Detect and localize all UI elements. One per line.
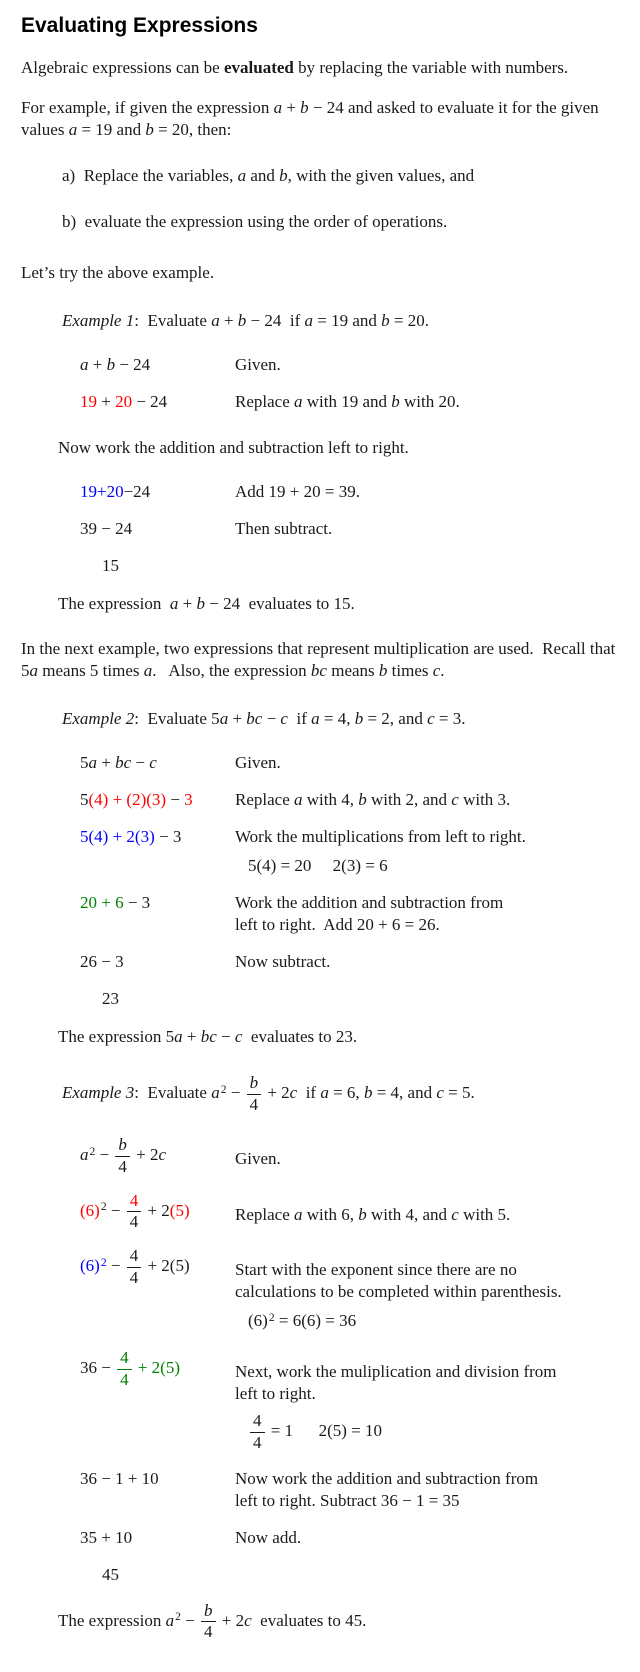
step-explanation	[235, 1468, 622, 1512]
explanation-text: Given.	[235, 355, 281, 374]
sub-calculation: $(6)^2 = 6(6) = 36$	[248, 1310, 357, 1331]
explanation-text: Work the addition and subtraction from left to right. Add 20 + 6 = 26.	[235, 893, 504, 934]
fraction: $\frac{b}{4}$	[247, 1074, 262, 1114]
example-1-conclusion: The expression a + b − 24 evaluates to 15.	[58, 594, 355, 613]
example-3-conclusion: The expression $a^2$ − $\frac{b}{4}$ + 2c evaluates to 45.	[58, 1600, 367, 1642]
explanation-text: Given.	[235, 1149, 281, 1169]
step-explanation	[235, 518, 622, 540]
math-expression: $a^2$ − $\frac{b}{4}$ + 2c	[80, 1135, 167, 1177]
math-expression: 19+20−24	[80, 482, 151, 501]
page-title: Evaluating Expressions	[21, 14, 258, 37]
math-expression: $(6)^2$ − $\frac{4}{4}$ + 2(5)	[80, 1246, 190, 1287]
step-explanation	[235, 789, 622, 811]
worked-step	[21, 481, 622, 503]
example-1-steps-continued	[21, 481, 622, 577]
math-expression: 36 − $\frac{4}{4}$ + 2(5)	[80, 1348, 181, 1389]
worked-step	[21, 826, 622, 877]
fraction: $\frac{4}{4}$	[127, 1192, 142, 1232]
fraction: $\frac{b}{4}$	[201, 1602, 216, 1642]
explanation-text: Add 19 + 20 = 39.	[235, 482, 360, 501]
math-expression: 39 − 24	[80, 519, 133, 538]
math-expression: 15	[102, 556, 119, 575]
example-3-heading: Example 3: Evaluate $a^2$ − $\frac{b}{4}$ + 2c if a = 6, b = 4, and c = 5.	[62, 1073, 475, 1114]
fraction: $\frac{4}{4}$	[250, 1412, 265, 1452]
worked-step	[21, 1468, 622, 1512]
math-expression: 26 − 3	[80, 952, 124, 971]
math-expression: a + b − 24	[80, 355, 151, 374]
math-expression: 20 + 6 − 3	[80, 893, 151, 912]
paragraph-evaluated: Algebraic expressions can be evaluated by replacing the variable with numbers.	[21, 58, 569, 77]
math-expression: 5(4) + 2(3) − 3	[80, 827, 182, 846]
worked-step	[21, 1136, 622, 1176]
worked-step	[21, 951, 622, 973]
list-item-b: b) evaluate the expression using the order of operations.	[62, 212, 448, 231]
explanation-text: Next, work the muliplication and division from left to right.	[235, 1362, 557, 1404]
step-explanation	[235, 752, 622, 774]
math-expression: 36 − 1 + 10	[80, 1468, 159, 1488]
list-item-a: a) Replace the variables, a and b, with the given values, and	[62, 166, 475, 185]
example-1-steps	[21, 354, 622, 413]
step-explanation	[235, 354, 622, 376]
explanation-text: Now subtract.	[235, 952, 331, 971]
worked-step	[21, 892, 622, 936]
example-3	[21, 1074, 622, 1642]
explanation-text: Then subtract.	[235, 519, 333, 538]
explanation-text: Replace a with 6, b with 4, and c with 5.	[235, 1204, 511, 1224]
step-explanation	[235, 1136, 622, 1170]
explanation-text: Replace a with 4, b with 2, and c with 3.	[235, 790, 511, 809]
math-expression: 35 + 10	[80, 1527, 133, 1547]
worked-step	[21, 354, 622, 376]
fraction: $\frac{4}{4}$	[117, 1349, 132, 1389]
math-expression: 5(4) + (2)(3) − 3	[80, 790, 193, 809]
step-explanation	[235, 951, 622, 973]
explanation-text: Given.	[235, 753, 281, 772]
explanation-text: Replace a with 19 and b with 20.	[235, 392, 460, 411]
explanation-text: Start with the exponent since there are no calculations to be completed within parenthesis.	[235, 1260, 562, 1302]
example-2-conclusion: The expression 5a + bc − c evaluates to 23.	[58, 1027, 358, 1046]
step-explanation	[235, 1247, 622, 1334]
explanation-text: Now work the addition and subtraction from left to right. Subtract 36 − 1 = 35	[235, 1468, 539, 1510]
example-2-heading: Example 2: Evaluate 5a + bc − c if a = 4, b = 2, and c = 3.	[62, 709, 466, 728]
sub-calculation: 5(4) = 20 2(3) = 6	[248, 856, 388, 875]
step-explanation	[235, 1192, 622, 1226]
step-explanation	[235, 391, 622, 413]
fraction: $\frac{b}{4}$	[115, 1136, 130, 1176]
example-2	[21, 708, 622, 1048]
explanation-text: Work the multiplications from left to right.	[235, 827, 526, 846]
worked-step	[21, 1192, 622, 1232]
math-expression: 5a + bc − c	[80, 753, 157, 772]
example-2-steps	[21, 752, 622, 1010]
fraction: $\frac{4}{4}$	[127, 1247, 142, 1287]
worked-step	[21, 789, 622, 811]
worked-step	[21, 1247, 622, 1334]
worked-step	[21, 1527, 622, 1549]
math-expression: 45	[102, 1564, 119, 1584]
explanation-text: Now add.	[235, 1527, 302, 1547]
worked-step	[21, 1564, 622, 1586]
sub-calculation: $\frac{4}{4}$ = 1 2(5) = 10	[235, 1412, 622, 1452]
worked-step	[21, 518, 622, 540]
math-expression: 19 + 20 − 24	[80, 392, 168, 411]
step-explanation	[235, 481, 622, 503]
math-expression: 23	[102, 989, 119, 1008]
worked-step	[21, 988, 622, 1010]
paragraph-multiplication: In the next example, two expressions that represent multiplication are used. Recall that 5a means 5 times a. Also, the expression bc means b times c.	[21, 639, 620, 680]
step-explanation	[235, 826, 622, 877]
worked-step	[21, 1349, 622, 1452]
step-explanation	[235, 1527, 622, 1549]
math-expression: $(6)^2$ − $\frac{4}{4}$ + 2(5)	[80, 1190, 190, 1232]
worked-step	[21, 752, 622, 774]
example-1-heading: Example 1: Evaluate a + b − 24 if a = 19 and b = 20.	[62, 311, 429, 330]
example-3-steps	[21, 1136, 622, 1585]
worked-step	[21, 391, 622, 413]
paragraph-example-setup: For example, if given the expression a + b − 24 and asked to evaluate it for the given values a = 19 and b = 20, then:	[21, 98, 603, 139]
example-1-mid-note: Now work the addition and subtraction left to right.	[58, 438, 409, 457]
worked-step	[21, 555, 622, 577]
paragraph-lets-try: Let’s try the above example.	[21, 263, 215, 282]
example-1	[21, 310, 622, 615]
step-explanation	[235, 1349, 622, 1452]
step-explanation	[235, 892, 622, 936]
